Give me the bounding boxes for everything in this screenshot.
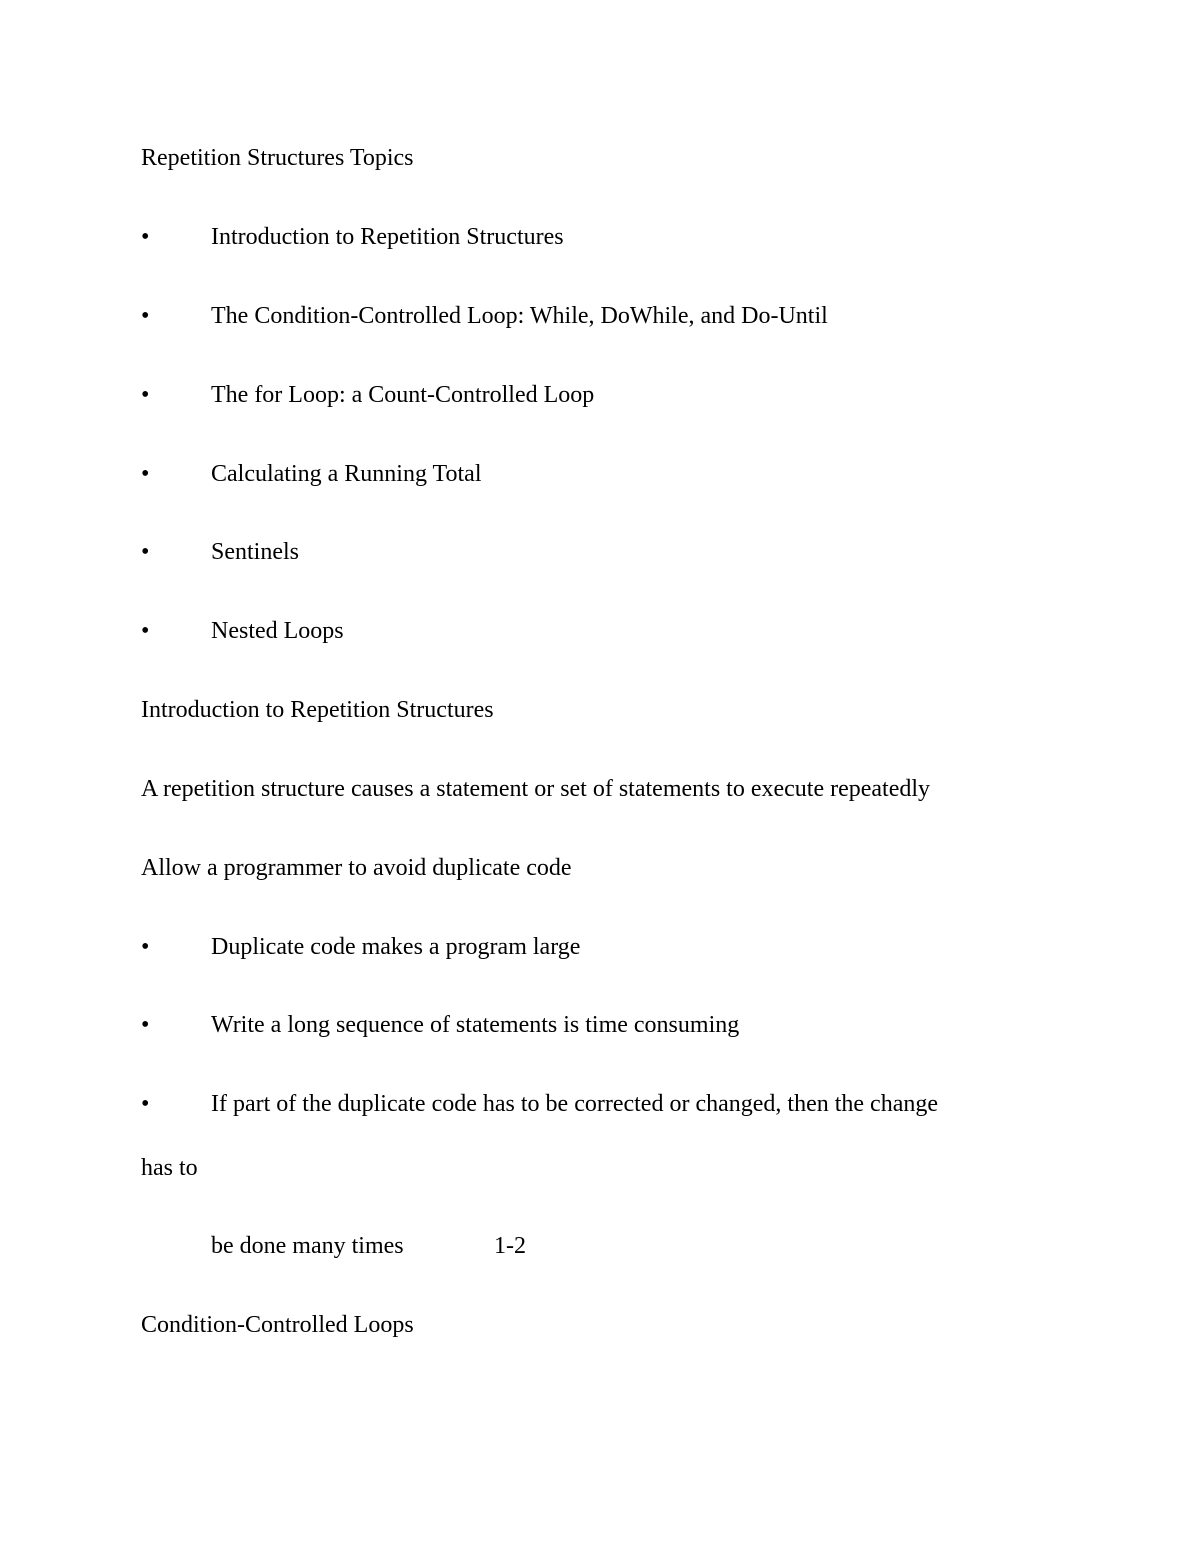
bullet-icon: •: [141, 461, 150, 487]
bullet-icon: •: [141, 1012, 150, 1038]
reason-label: Duplicate code makes a program large: [211, 934, 581, 960]
bullet-icon: •: [141, 224, 150, 250]
topic-label: The Condition-Controlled Loop: While, DoWhile, and Do-Until: [211, 303, 828, 329]
definition-paragraph: A repetition structure causes a statement or set of statements to execute repeatedly: [141, 776, 931, 802]
bullet-icon: •: [141, 1091, 150, 1117]
wrapped-text: has to: [141, 1155, 198, 1181]
topic-label: Sentinels: [211, 539, 299, 565]
bullet-icon: •: [141, 618, 150, 644]
topic-label: Introduction to Repetition Structures: [211, 224, 564, 250]
intro-heading: Introduction to Repetition Structures: [141, 697, 494, 723]
slide-reference: 1-2: [494, 1233, 526, 1259]
continuation-text: be done many times: [211, 1233, 404, 1259]
topic-label: Nested Loops: [211, 618, 344, 644]
reason-label: If part of the duplicate code has to be corrected or changed, then the change: [211, 1091, 938, 1117]
bullet-icon: •: [141, 382, 150, 408]
bullet-icon: •: [141, 934, 150, 960]
condition-heading: Condition-Controlled Loops: [141, 1312, 414, 1338]
bullet-icon: •: [141, 539, 150, 565]
topic-label: The for Loop: a Count-Controlled Loop: [211, 382, 595, 408]
topics-heading: Repetition Structures Topics: [141, 145, 414, 171]
topic-label: Calculating a Running Total: [211, 461, 482, 487]
allow-paragraph: Allow a programmer to avoid duplicate code: [141, 855, 572, 881]
bullet-icon: •: [141, 303, 150, 329]
reason-label: Write a long sequence of statements is time consuming: [211, 1012, 740, 1038]
